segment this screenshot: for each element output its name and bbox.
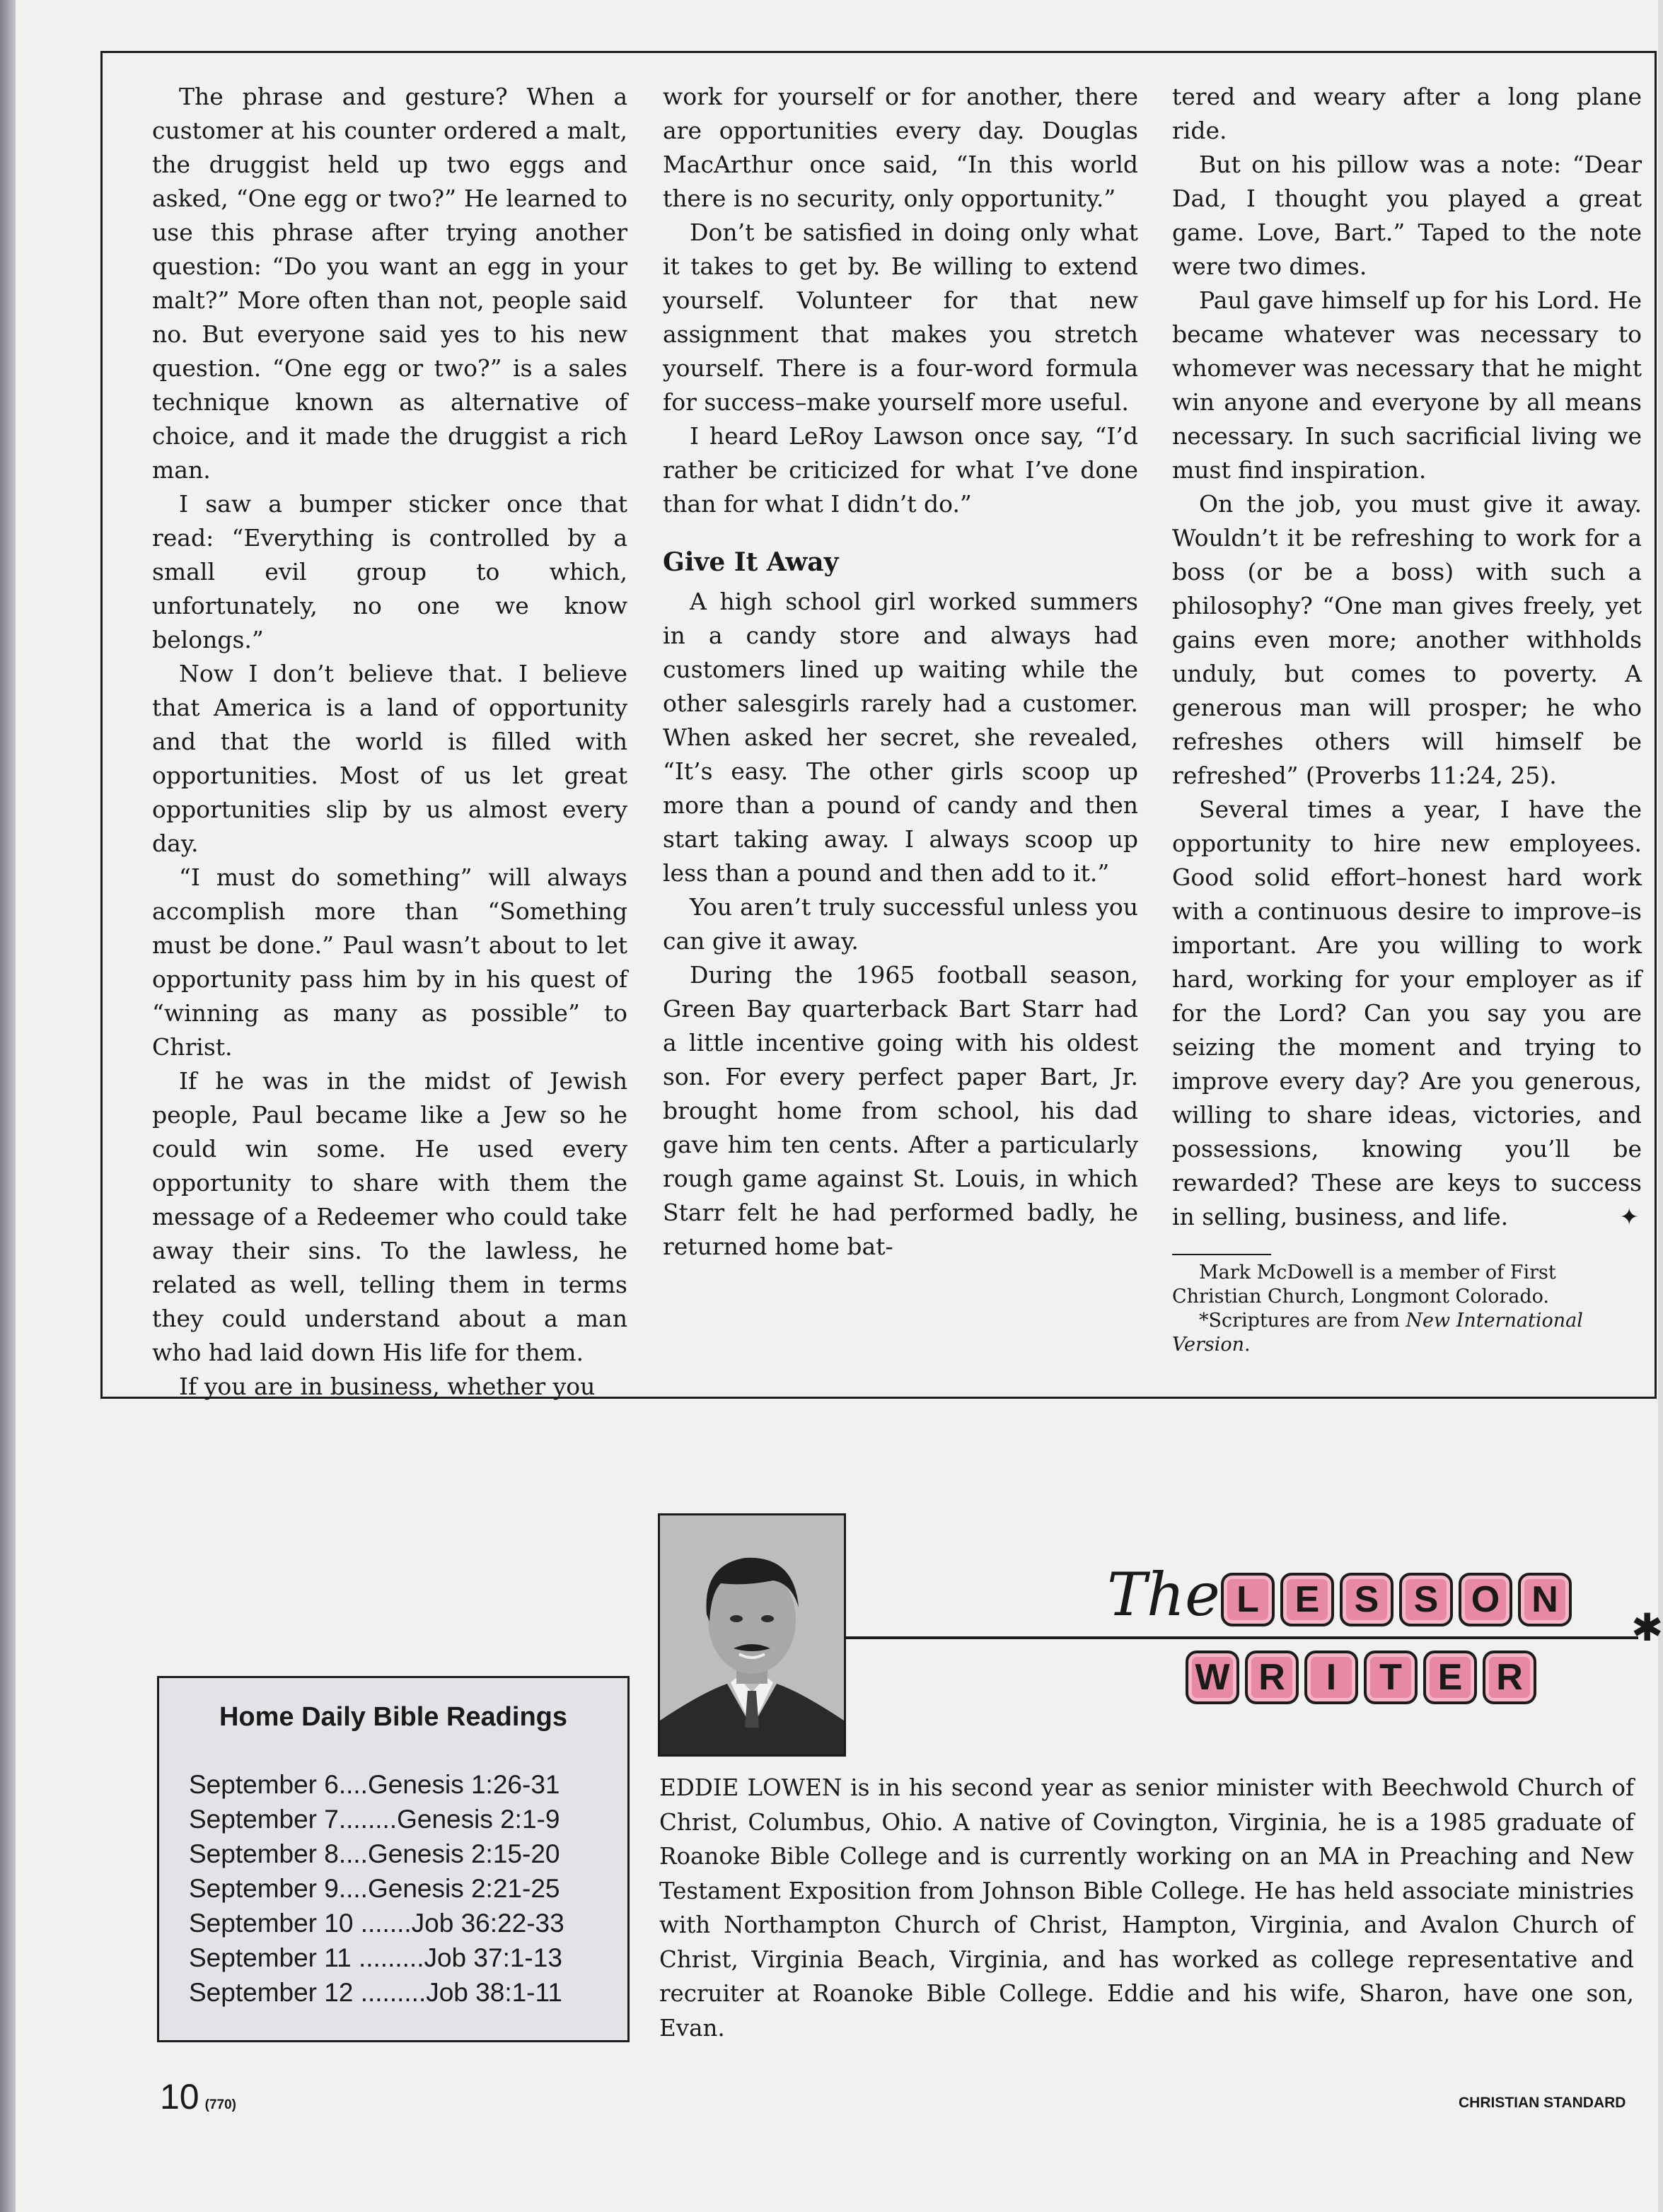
letter-tile: I xyxy=(1304,1651,1358,1704)
letter-tile: E xyxy=(1423,1651,1477,1704)
paragraph: I saw a bumper sticker once that read: “Everything is controlled by a small evil group to which, unfortunately, no one we know belongs.” xyxy=(152,490,627,653)
portrait-image xyxy=(660,1515,844,1754)
bible-readings-list xyxy=(189,1767,606,2010)
article-column-3 xyxy=(1172,80,1642,1357)
reading-item: September 11 .........Job 37:1-13 xyxy=(189,1943,562,1972)
author-photo xyxy=(658,1513,846,1757)
bible-readings-box xyxy=(157,1676,630,2042)
reading-item: September 7........Genesis 2:1-9 xyxy=(189,1805,560,1834)
scripture-note-end: . xyxy=(1244,1334,1251,1356)
letter-tile: E xyxy=(1280,1573,1334,1626)
letter-tile: S xyxy=(1340,1573,1393,1626)
page-spine-shadow xyxy=(0,0,16,2212)
scripture-note xyxy=(1172,1309,1642,1357)
paragraph: If you are in business, whether you xyxy=(179,1373,596,1400)
reading-item: September 9....Genesis 2:21-25 xyxy=(189,1874,560,1903)
publication-name: CHRISTIAN STANDARD xyxy=(1459,2095,1626,2111)
author-note-line: Mark McDowell is a member of First Christian Church, Longmont Colorado. xyxy=(1172,1262,1556,1308)
paragraph: work for yourself or for another, there are opportunities every day. Douglas MacArthur once said, “In this world there is no security, only opportunity.” xyxy=(663,83,1138,212)
divider xyxy=(1172,1254,1271,1255)
lesson-writer-bio: EDDIE LOWEN is in his second year as senior minister with Beechwold Church of Christ, Columbus, Ohio. A native of Covington, Virginia, he is a 1985 graduate of Roanoke Bible College and is currently working on an MA in Preaching and New Testament Exposition from Johnson Bible College. He has held associate ministries with Northampton Church of Christ, Hampton, Virginia, and Avalon Church of Christ, Virginia Beach, Virginia, and has worked as college representative and recruiter at Roanoke Bible College. Eddie and his wife, Sharon, have one son, Evan. xyxy=(659,1774,1634,2042)
paragraph: A high school girl worked summers in a candy store and always had customers lined up waiting while the other salesgirls rarely had a customer. When asked her secret, she revealed, “It’s easy. The other girls scoop up more than a pound of candy and then start taking away. I always scoop up less than a pound and then add to it.” xyxy=(663,588,1138,887)
scripture-version: New International Version xyxy=(1172,1310,1583,1356)
paragraph: You aren’t truly successful unless you can give it away. xyxy=(663,893,1138,955)
writer-tiles xyxy=(1186,1651,1536,1704)
article-column-2 xyxy=(663,80,1138,1264)
paragraph-text: Several times a year, I have the opportunity to hire new employees. Good solid effort–honest hard work with a continuous desire to improve–is important. Are you willing to work hard, working for your employer as if for the Lord? Can you say you are seizing the moment and trying to improve every day? Are you generous, willing to share ideas, victories, and possessions, knowing you’ll be rewarded? These are keys to success in selling, business, and life. xyxy=(1172,796,1642,1230)
reading-item: September 10 .......Job 36:22-33 xyxy=(189,1909,564,1938)
paragraph: Don’t be satisfied in doing only what it takes to get by. Be willing to extend yourself. Volunteer for that new assignment that makes you stretch yourself. There is a four-word formula for success–make yourself more useful. xyxy=(663,219,1138,416)
article-box xyxy=(100,51,1657,1399)
page-number-value: 10 xyxy=(160,2077,199,2117)
reading-item: September 6....Genesis 1:26-31 xyxy=(189,1770,560,1799)
article-column-1 xyxy=(152,80,627,1404)
bible-readings-title: Home Daily Bible Readings xyxy=(219,1702,567,1732)
lesson-writer-the: The xyxy=(1107,1560,1220,1629)
paragraph: Now I don’t believe that. I believe that America is a land of opportunity and that the world is filled with opportunities. Most of us let great opportunities slip by us almost every day. xyxy=(152,660,627,857)
lesson-writer-connector-line xyxy=(846,1636,1638,1639)
reading-item: September 12 .........Job 38:1-11 xyxy=(189,1978,562,2007)
page-number xyxy=(160,2076,236,2117)
letter-tile: N xyxy=(1518,1573,1572,1626)
lesson-tiles xyxy=(1221,1573,1572,1626)
paragraph: Paul gave himself up for his Lord. He became whatever was necessary to whomever was necessary that he might win anyone and everyone by all means necessary. In such sacrificial living we must find inspiration. xyxy=(1172,286,1642,484)
paragraph: During the 1965 football season, Green Bay quarterback Bart Starr had a little incentive going with his oldest son. For every perfect paper Bart, Jr. brought home from school, his dad gave him ten cents. After a particularly rough game against St. Louis, in which Starr felt he had performed badly, he returned home bat- xyxy=(663,961,1138,1260)
paragraph: On the job, you must give it away. Wouldn’t it be refreshing to work for a boss (or be a boss) with such a philosophy? “One man gives freely, yet gains even more; another withholds unduly, but comes to poverty. A generous man will prosper; he who refreshes others will himself be refreshed” (Proverbs 11:24, 25). xyxy=(1172,490,1642,789)
letter-tile: T xyxy=(1364,1651,1418,1704)
author-note xyxy=(1172,1261,1642,1357)
paragraph: The phrase and gesture? When a customer at his counter ordered a malt, the druggist held up two eggs and asked, “One egg or two?” He learned to use this phrase after trying another question: “Do you want an egg in your malt?” More often than not, people said no. But everyone said yes to his new question. “One egg or two?” is a sales technique known as alternative of choice, and it made the druggist a rich man. xyxy=(152,83,627,484)
letter-tile: L xyxy=(1221,1573,1275,1626)
paragraph: tered and weary after a long plane ride. xyxy=(1172,83,1642,144)
paragraph: If he was in the midst of Jewish people, Paul became like a Jew so he could win some. He used every opportunity to share with them the message of a Redeemer who could take away their sins. To the lawless, he related as well, telling them in terms they could understand about a man who had laid down His life for them. xyxy=(152,1067,627,1366)
letter-tile: R xyxy=(1483,1651,1536,1704)
letter-tile: W xyxy=(1186,1651,1239,1704)
reading-item: September 8....Genesis 2:15-20 xyxy=(189,1839,560,1868)
page-number-sub: (770) xyxy=(204,2097,236,2112)
letter-tile: O xyxy=(1459,1573,1512,1626)
asterisk-icon: ✱ xyxy=(1631,1605,1663,1650)
paragraph xyxy=(1172,793,1642,1234)
section-heading: Give It Away xyxy=(663,547,839,577)
letter-tile: R xyxy=(1245,1651,1299,1704)
letter-tile: S xyxy=(1399,1573,1453,1626)
paragraph: But on his pillow was a note: “Dear Dad, I thought you played a great game. Love, Bart.” Taped to the note were two dimes. xyxy=(1172,151,1642,280)
paragraph: “I must do something” will always accomplish more than “Something must be done.” Paul wasn’t about to let opportunity pass him by in his quest of “winning as many as possible” to Christ. xyxy=(152,863,627,1061)
scripture-note-text: *Scriptures are from xyxy=(1199,1310,1406,1332)
end-mark-icon: ✦ xyxy=(1619,1203,1639,1230)
paragraph: I heard LeRoy Lawson once say, “I’d rather be criticized for what I’ve done than for what I didn’t do.” xyxy=(663,422,1138,518)
